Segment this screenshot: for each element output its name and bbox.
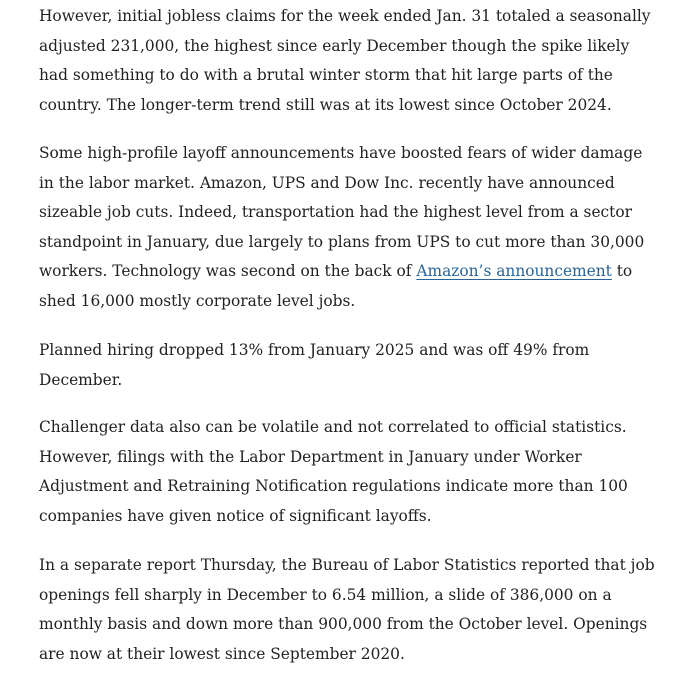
text-line: had something to do with a brutal winter storm that hit large parts of the: [39, 66, 613, 85]
text-segment: to: [611, 262, 633, 281]
text-line: In a separate report Thursday, the Bureau of Labor Statistics reported that job: [39, 556, 655, 574]
text-line: Adjustment and Retraining Notification regulations indicate more than 100: [39, 477, 628, 496]
text-line: openings fell sharply in December to 6.54 million, a slide of 386,000 on a: [39, 585, 612, 604]
paragraph-jobless-claims: [39, 2, 679, 120]
paragraph-layoff-announcements: [39, 139, 679, 317]
text-line: adjusted 231,000, the highest since early December though the spike likely: [39, 36, 630, 55]
text-line: monthly basis and down more than 900,000 from the October level. Openings: [39, 615, 648, 634]
text-line: standpoint in January, due largely to plans from UPS to cut more than 30,000: [39, 232, 645, 251]
text-line-with-link: [39, 257, 679, 287]
text-segment: workers. Technology was second on the back of: [39, 262, 417, 281]
text-line: companies have given notice of significant layoffs.: [39, 506, 432, 525]
text-line: However, initial jobless claims for the week ended Jan. 31 totaled a seasonally: [39, 7, 651, 25]
amazon-announcement-link[interactable]: Amazon’s announcement: [416, 262, 612, 281]
text-line: However, filings with the Labor Department in January under Worker: [39, 447, 582, 466]
paragraph-bls-report: [39, 551, 679, 669]
paragraph-challenger-data: [39, 413, 679, 531]
text-line: shed 16,000 mostly corporate level jobs.: [39, 291, 356, 310]
text-line: country. The longer-term trend still was at its lowest since October 2024.: [39, 95, 612, 114]
text-line: December.: [39, 370, 123, 389]
text-line: Planned hiring dropped 13% from January 2025 and was off 49% from: [39, 341, 590, 359]
text-line: Some high-profile layoff announcements have boosted fears of wider damage: [39, 144, 643, 162]
text-line: in the labor market. Amazon, UPS and Dow Inc. recently have announced: [39, 173, 615, 192]
paragraph-planned-hiring: [39, 336, 679, 395]
text-line: Challenger data also can be volatile and not correlated to official statistics.: [39, 418, 627, 436]
text-line: are now at their lowest since September 2020.: [39, 644, 405, 663]
text-line: sizeable job cuts. Indeed, transportation had the highest level from a sector: [39, 203, 632, 222]
